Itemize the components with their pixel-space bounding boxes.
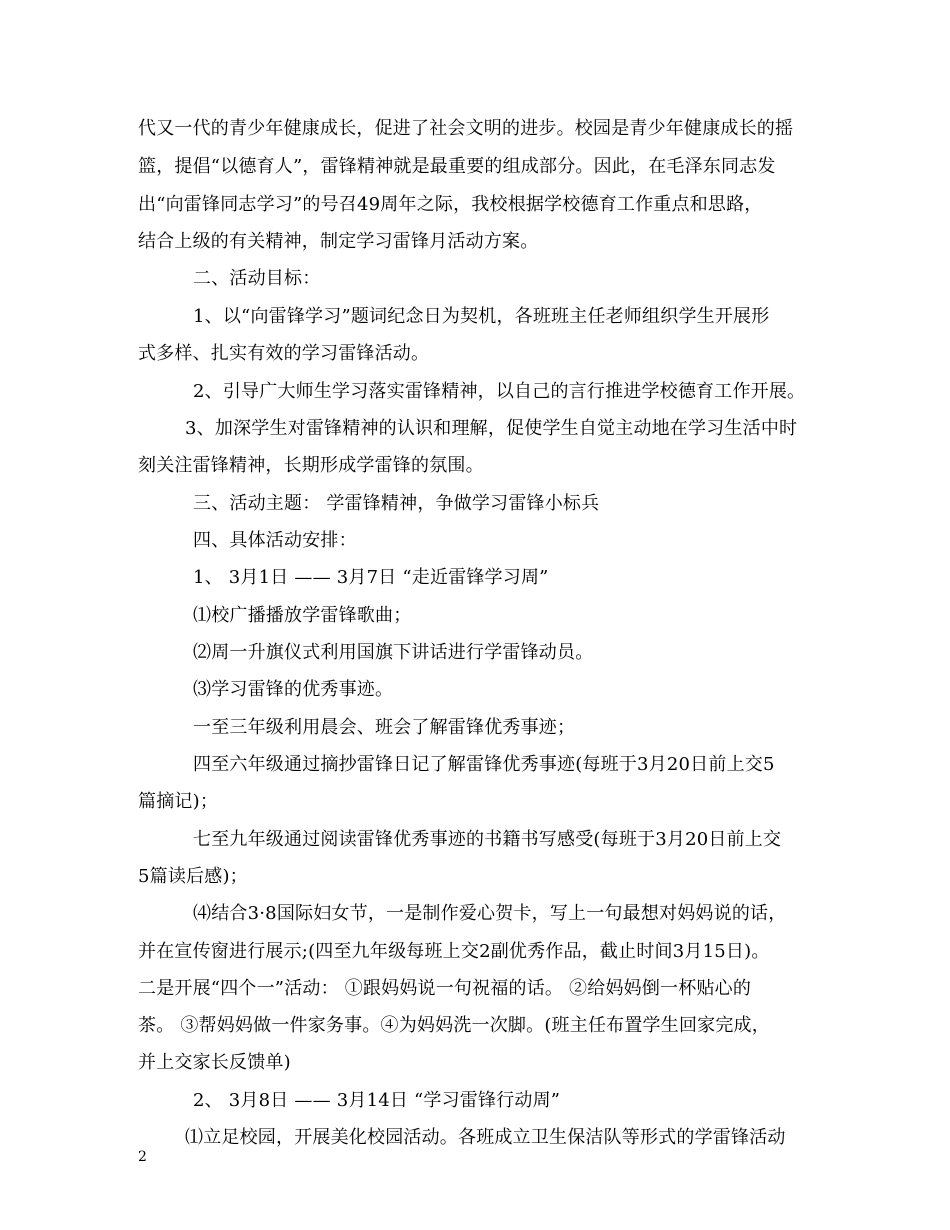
paragraph-line: 篇摘记)； bbox=[138, 791, 219, 812]
paragraph-line: ⑶学习雷锋的优秀事迹。 bbox=[193, 679, 394, 700]
paragraph-line: 并在宣传窗进行展示;(四至九年级每班上交2副优秀作品，截止时间3月15日)。 bbox=[138, 941, 770, 962]
subsection-heading: 2、 3月8日 —— 3月14日 “学习雷锋行动周” bbox=[193, 1090, 561, 1111]
paragraph-line: 七至九年级通过阅读雷锋优秀事迹的书籍书写感受(每班于3月20日前上交 bbox=[193, 829, 782, 850]
paragraph-line: 结合上级的有关精神，制定学习雷锋月活动方案。 bbox=[138, 231, 539, 252]
paragraph-line: 1、以“向雷锋学习”题词纪念日为契机，各班班主任老师组织学生开展形 bbox=[193, 306, 770, 327]
paragraph-line: 篮，提倡“以德育人”，雷锋精神就是最重要的组成部分。因此，在毛泽东同志发 bbox=[138, 156, 776, 177]
paragraph-line: ⑴立足校园，开展美化校园活动。各班成立卫生保洁队等形式的学雷锋活动 bbox=[185, 1127, 786, 1148]
paragraph-line: 式多样、扎实有效的学习雷锋活动。 bbox=[138, 343, 430, 364]
subsection-heading: 1、 3月1日 —— 3月7日 “走近雷锋学习周” bbox=[193, 567, 549, 588]
paragraph-line: 四至六年级通过摘抄雷锋日记了解雷锋优秀事迹(每班于3月20日前上交5 bbox=[193, 754, 775, 775]
paragraph-line: 出“向雷锋同志学习”的号召49周年之际，我校根据学校德育工作重点和思路， bbox=[138, 194, 763, 215]
section-heading: 二、活动目标： bbox=[193, 268, 321, 289]
section-heading: 三、活动主题： 学雷锋精神，争做学习雷锋小标兵 bbox=[193, 493, 600, 514]
paragraph-line: 茶。 ③帮妈妈做一件家务事。④为妈妈洗一次脚。(班主任布置学生回家完成， bbox=[138, 1015, 770, 1036]
paragraph-line: ⑵周一升旗仪式利用国旗下讲话进行学雷锋动员。 bbox=[193, 642, 594, 663]
paragraph-line: 一至三年级利用晨会、班会了解雷锋优秀事迹； bbox=[193, 717, 576, 738]
paragraph-line: ⑴校广播播放学雷锋歌曲； bbox=[193, 605, 412, 626]
paragraph-line: 5篇读后感)； bbox=[138, 866, 248, 887]
paragraph-line: ⑷结合3·8国际妇女节，一是制作爱心贺卡，写上一句最想对妈妈说的话， bbox=[193, 903, 787, 924]
section-heading: 四、具体活动安排： bbox=[193, 530, 357, 551]
paragraph-line: 2、引导广大师生学习落实雷锋精神，以自己的言行推进学校德育工作开展。 bbox=[193, 381, 806, 402]
paragraph-line: 代又一代的青少年健康成长，促进了社会文明的进步。校园是青少年健康成长的摇 bbox=[138, 118, 794, 139]
paragraph-line: 3、加深学生对雷锋精神的认识和理解，促使学生自觉主动地在学习生活中时 bbox=[185, 418, 798, 439]
page-number: 2 bbox=[138, 1149, 147, 1165]
paragraph-line: 刻关注雷锋精神，长期形成学雷锋的氛围。 bbox=[138, 455, 484, 476]
paragraph-line: 并上交家长反馈单) bbox=[138, 1052, 291, 1073]
paragraph-line: 二是开展“四个一”活动： ①跟妈妈说一句祝福的话。 ②给妈妈倒一杯贴心的 bbox=[138, 978, 752, 999]
